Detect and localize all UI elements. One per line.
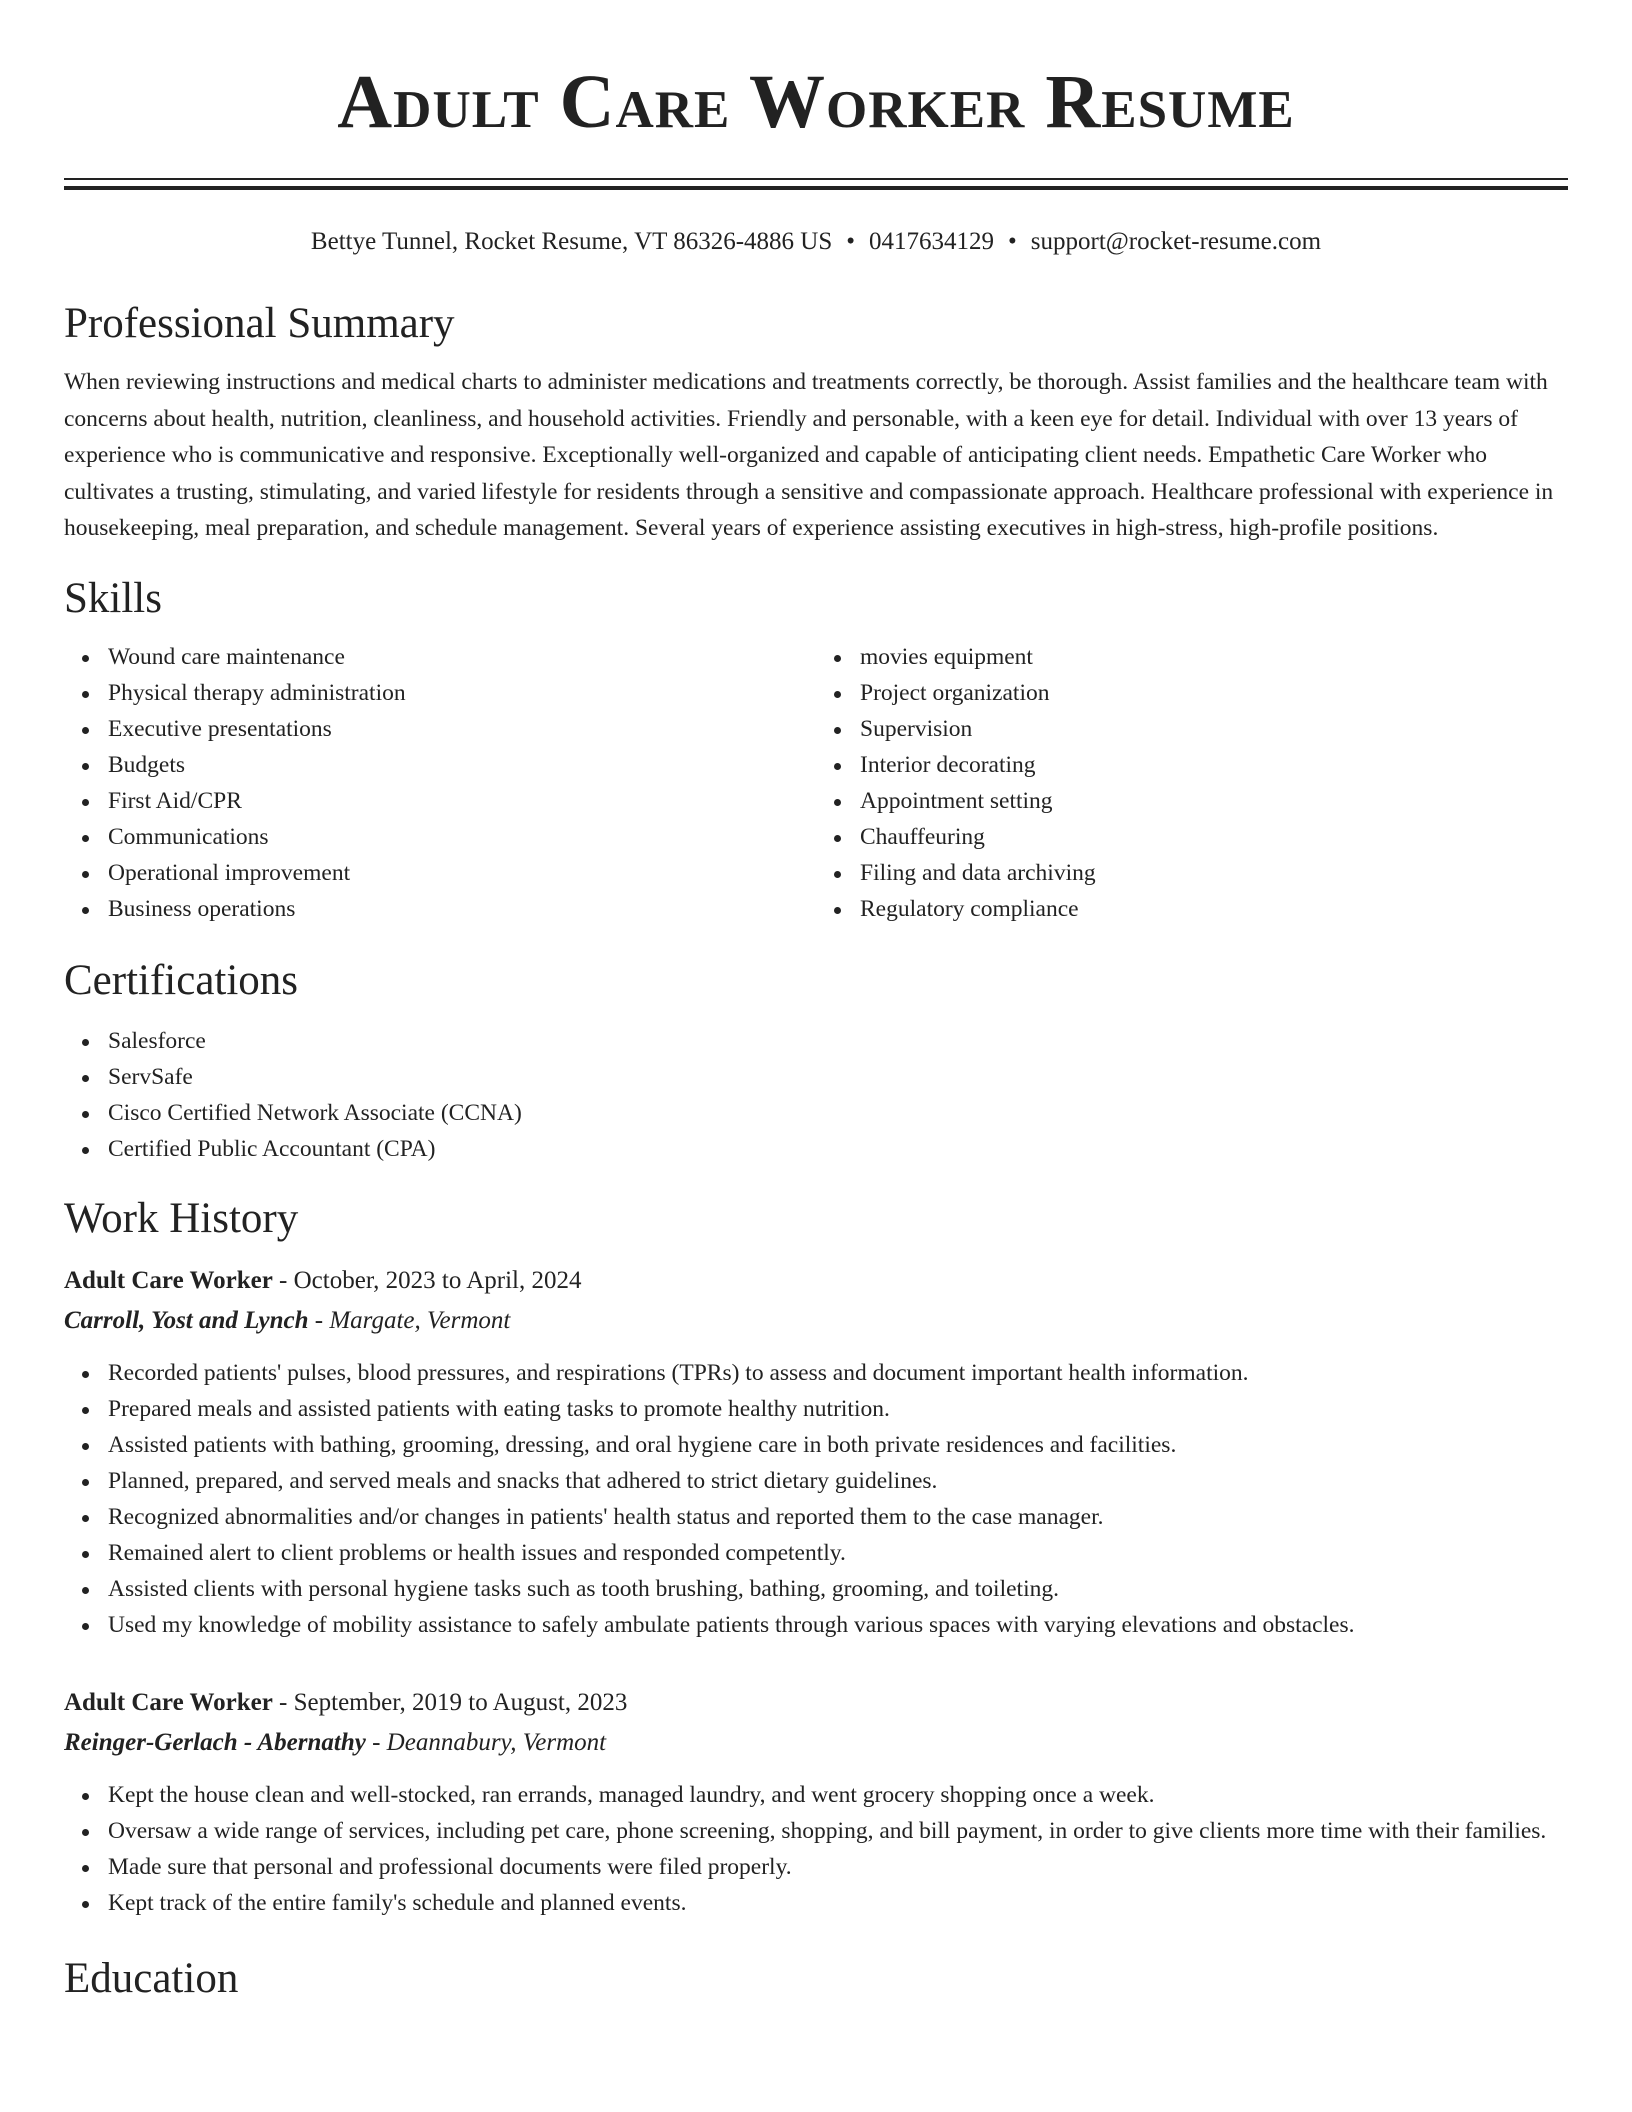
job-duty: Kept the house clean and well-stocked, ran errands, managed laundry, and went grocery shopping once a week. — [108, 1777, 1568, 1813]
certification-item: ServSafe — [108, 1059, 1568, 1095]
job-title: Adult Care Worker — [64, 1688, 273, 1716]
skill-item: movies equipment — [860, 639, 1568, 675]
job-dates: - October, 2023 to April, 2024 — [272, 1266, 582, 1294]
job-entry — [64, 1683, 1568, 1921]
skill-item: Interior decorating — [860, 747, 1568, 783]
job-duty: Prepared meals and assisted patients with eating tasks to promote healthy nutrition. — [108, 1391, 1568, 1427]
title-divider-thick — [64, 186, 1568, 190]
skills-list-left — [64, 639, 816, 927]
job-entry — [64, 1261, 1568, 1643]
job-duty: Planned, prepared, and served meals and snacks that adhered to strict dietary guidelines. — [108, 1463, 1568, 1499]
skill-item: Budgets — [108, 747, 816, 783]
job-duties-list — [64, 1777, 1568, 1921]
job-location: - Margate, Vermont — [308, 1306, 511, 1334]
contact-separator: • — [1008, 228, 1017, 255]
skill-item: Communications — [108, 819, 816, 855]
summary-section — [64, 298, 1568, 547]
certification-item: Salesforce — [108, 1023, 1568, 1059]
job-duty: Remained alert to client problems or health issues and responded competently. — [108, 1535, 1568, 1571]
skill-item: Operational improvement — [108, 855, 816, 891]
title-divider-thin — [64, 178, 1568, 180]
job-duty: Made sure that personal and professional documents were filed properly. — [108, 1849, 1568, 1885]
skill-item: Chauffeuring — [860, 819, 1568, 855]
skill-item: Physical therapy administration — [108, 675, 816, 711]
skills-columns — [64, 639, 1568, 927]
job-company: Carroll, Yost and Lynch — [64, 1306, 309, 1334]
job-duty: Assisted clients with personal hygiene tasks such as tooth brushing, bathing, grooming, and toileting. — [108, 1571, 1568, 1607]
job-duties-list — [64, 1355, 1568, 1643]
skill-item: Filing and data archiving — [860, 855, 1568, 891]
job-duty: Recorded patients' pulses, blood pressures, and respirations (TPRs) to assess and document important health information. — [108, 1355, 1568, 1391]
skills-section — [64, 573, 1568, 927]
job-company: Reinger-Gerlach - Abernathy — [64, 1728, 366, 1756]
job-header — [64, 1261, 1568, 1301]
job-location: - Deannabury, Vermont — [365, 1728, 607, 1756]
job-duty: Assisted patients with bathing, grooming, dressing, and oral hygiene care in both private residences and facilities. — [108, 1427, 1568, 1463]
skill-item: Project organization — [860, 675, 1568, 711]
skill-item: First Aid/CPR — [108, 783, 816, 819]
skill-item: Appointment setting — [860, 783, 1568, 819]
skill-item: Wound care maintenance — [108, 639, 816, 675]
contact-separator: • — [846, 228, 855, 255]
certifications-heading: Certifications — [64, 956, 299, 1004]
job-duty: Oversaw a wide range of services, including pet care, phone screening, shopping, and bill payment, in order to give clients more time with their families. — [108, 1813, 1568, 1849]
skills-list-right — [816, 639, 1568, 927]
resume-title: Adult Care Worker Resume — [337, 60, 1295, 144]
certification-item: Certified Public Accountant (CPA) — [108, 1131, 1568, 1167]
contact-line — [64, 226, 1568, 258]
job-duty: Recognized abnormalities and/or changes in patients' health status and reported them to the case manager. — [108, 1499, 1568, 1535]
certifications-list — [64, 1023, 1568, 1167]
job-employer — [64, 1301, 1568, 1341]
summary-heading: Professional Summary — [64, 300, 455, 347]
skill-item: Regulatory compliance — [860, 891, 1568, 927]
certification-item: Cisco Certified Network Associate (CCNA) — [108, 1095, 1568, 1131]
job-header — [64, 1683, 1568, 1723]
skills-heading: Skills — [64, 574, 162, 622]
job-duty: Used my knowledge of mobility assistance to safely ambulate patients through various spaces with varying elevations and obstacles. — [108, 1607, 1568, 1643]
contact-address: Bettye Tunnel, Rocket Resume, VT 86326-4886 US — [310, 228, 833, 255]
education-heading: Education — [64, 1954, 239, 2002]
summary-text: When reviewing instructions and medical charts to administer medications and treatments correctly, be thorough. Assist families and the healthcare team with concerns about health, nutrition, cleanliness, and household activities. Friendly and personable, with a keen eye for detail. Individual with over 13 years of experience who is communicative and responsive. Exceptionally well-organized and capable of anticipating client needs. Empathetic Care Worker who cultivates a trusting, stimulating, and varied lifestyle for residents through a sensitive and compassionate approach. Healthcare professional with experience in housekeeping, meal preparation, and schedule management. Several years of experience assisting executives in high-stress, high-profile positions. — [64, 369, 1554, 541]
job-employer — [64, 1723, 1568, 1763]
contact-email: support@rocket-resume.com — [1030, 228, 1322, 255]
education-section — [64, 1953, 1568, 2005]
certifications-section — [64, 955, 1568, 1167]
work-history-section — [64, 1193, 1568, 1921]
contact-phone: 0417634129 — [869, 228, 994, 255]
job-title: Adult Care Worker — [64, 1266, 273, 1294]
job-dates: - September, 2019 to August, 2023 — [272, 1688, 628, 1716]
work-history-heading: Work History — [64, 1194, 299, 1242]
skill-item: Supervision — [860, 711, 1568, 747]
skill-item: Executive presentations — [108, 711, 816, 747]
job-duty: Kept track of the entire family's schedule and planned events. — [108, 1885, 1568, 1921]
skill-item: Business operations — [108, 891, 816, 927]
